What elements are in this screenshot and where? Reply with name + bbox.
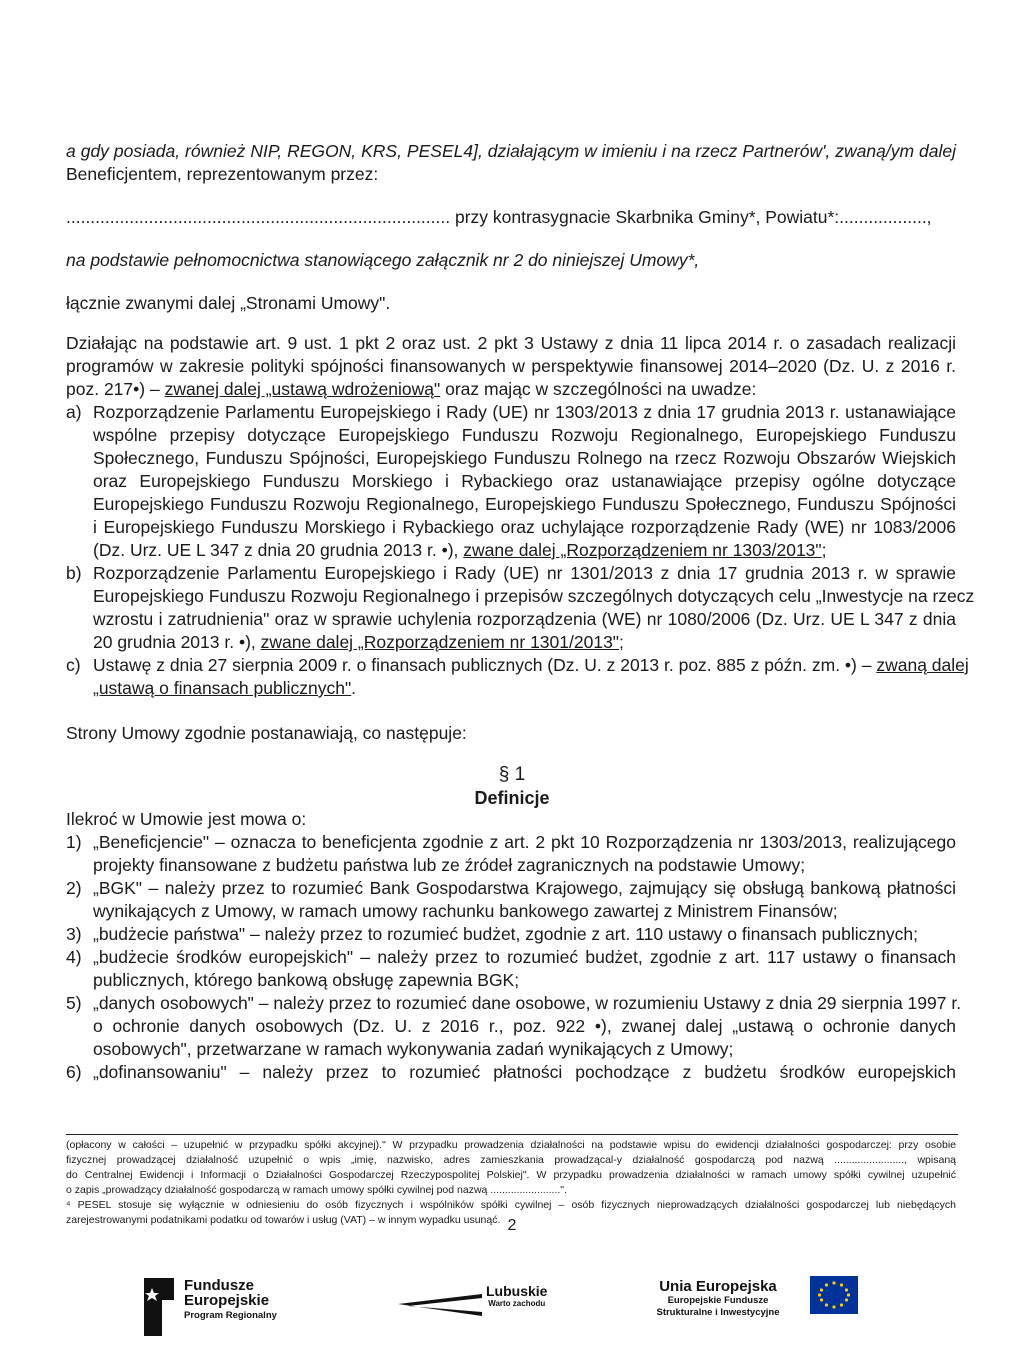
unia-europejska-logo-text: Unia Europejska Europejskie Fundusze Strukturalne i Inwestycyjne <box>656 1278 780 1318</box>
lubuskie-logo-icon <box>398 1290 482 1316</box>
list-c-line-1: Ustawę z dnia 27 sierpnia 2009 r. o finansach publicznych (Dz. U. z 2013 r. poz. 885 z późn. zm. •) – zwaną dalej <box>93 655 969 675</box>
fundusze-europejskie-logo-text: Fundusze Europejskie Program Regionalny <box>184 1277 277 1321</box>
definition-4-line-1: „budżecie środków europejskich" – należy przez to rozumieć budżet, zgodnie z art. 117 ustawy o finansach <box>93 947 956 967</box>
list-c-line-2: „ustawą o finansach publicznych". <box>93 678 357 698</box>
footnote-line-1: (opłacony w całości – uzupełnić w przypadku spółki akcyjnej)." W przypadku prowadzenia działalności na podstawie wpisu do ewidencji działalności gospodarczej: przy osobie <box>66 1139 956 1151</box>
definition-2-label: 2) <box>66 878 82 898</box>
eu-flag-icon <box>810 1276 858 1314</box>
definition-5-line-2: o ochronie danych osobowych (Dz. U. z 2016 r., poz. 922 •), zwanej dalej „ustawą o ochronie danych <box>93 1016 956 1036</box>
definition-2-line-1: „BGK" – należy przez to rozumieć Bank Gospodarstwa Krajowego, zajmujący się obsługą bankową płatności <box>93 878 956 898</box>
footnote-line-2: fizycznej prowadzącej działalność uzupełnić o wpis „imię, nazwisko, adres zamieszkania prowadzącal-y działalność gospodarczą pod nazwą ........................, wpisaną <box>66 1154 956 1166</box>
list-c-ref-2: „ustawą o finansach publicznych" <box>93 678 352 698</box>
footnote-line-4: o zapis „prowadzący działalność gospodarczą w ramach umowy spółki cywilnej pod nazwą ........................". <box>66 1184 567 1196</box>
list-a-label: a) <box>66 402 82 422</box>
definition-4-line-2: publicznych, którego bankową obsługę zapewnia BGK; <box>93 970 520 990</box>
footnote-line-5: ⁴ PESEL stosuje się wyłącznie w odniesieniu do osób fizycznych i wspólników spółki cywilnej – osób fizycznych nieprowadzących działalności gospodarczej lub niebędących <box>66 1199 956 1211</box>
list-a-line-5: Europejskiego Funduszu Rozwoju Regionalnego, Europejskiego Funduszu Społecznego, Funduszu Spójności <box>93 494 956 514</box>
logo-bar <box>0 1270 1024 1340</box>
list-c-ref-1: zwaną dalej <box>876 655 969 675</box>
list-b-line-1: Rozporządzenie Parlamentu Europejskiego i Rady (UE) nr 1301/2013 z dnia 17 grudnia 2013 r. w sprawie <box>93 563 956 583</box>
definition-3-line-1: „budżecie państwa" – należy przez to rozumieć budżet, zgodnie z art. 110 ustawy o finansach publicznych; <box>93 924 918 944</box>
footnote-line-3: do Centralnej Ewidencji i Informacji o Działalności Gospodarczej Rzeczypospolitej Polskiej". W przypadku prowadzenia działalności w ramach umowy spółki cywilnej uzupełnić <box>66 1169 956 1181</box>
section-number: § 1 <box>498 764 526 785</box>
fundusze-europejskie-logo-icon <box>142 1278 176 1336</box>
list-b-ref: zwane dalej „Rozporządzeniem nr 1301/2013" <box>260 632 620 652</box>
definitions-intro: Ilekroć w Umowie jest mowa o: <box>66 809 307 829</box>
basis-line-3: poz. 217•) – zwanej dalej „ustawą wdrożeniową" oraz mając w szczególności na uwadze: <box>66 379 757 399</box>
list-c-label: c) <box>66 655 81 675</box>
definition-5-line-1: „danych osobowych" – należy przez to rozumieć dane osobowe, w rozumieniu Ustawy z dnia 29 sierpnia 1997 r. <box>93 993 962 1013</box>
lubuskie-logo-text: Lubuskie Warto zachodu <box>486 1283 548 1308</box>
definition-1-line-1: „Beneficjencie" – oznacza to beneficjenta zgodnie z art. 2 pkt 10 Rozporządzenia nr 1303/2013, realizującego <box>93 832 956 852</box>
list-a-line-6: i Europejskiego Funduszu Morskiego i Rybackiego oraz uchylające rozporządzenie Rady (WE) nr 1083/2006 <box>93 517 956 537</box>
intro-line-3: ............................................................................... przy kontrasygnacie Skarbnika Gminy*, Powiatu*:.................., <box>66 207 932 227</box>
definition-5-label: 5) <box>66 993 82 1013</box>
list-a-line-7: (Dz. Urz. UE L 347 z dnia 20 grudnia 2013 r. •), zwane dalej „Rozporządzeniem nr 1303/2013"; <box>93 540 827 560</box>
definition-3-label: 3) <box>66 924 82 944</box>
basis-ref-wdrozeniowa: zwanej dalej „ustawą wdrożeniową" <box>164 379 441 399</box>
basis-line-1: Działając na podstawie art. 9 ust. 1 pkt 2 oraz ust. 2 pkt 3 Ustawy z dnia 11 lipca 2014 r. o zasadach realizacji <box>66 333 956 353</box>
list-a-line-3: Społecznego, Funduszu Spójności, Europejskiego Funduszu Rolnego na rzecz Rozwoju Obszarów Wiejskich <box>93 448 956 468</box>
section-title: Definicje <box>474 788 550 808</box>
list-a-line-4: oraz Europejskiego Funduszu Morskiego i Rybackiego oraz ustanawiające przepisy ogólne dotyczące <box>93 471 956 491</box>
list-b-line-3: wzrostu i zatrudnienia" oraz w sprawie uchylenia rozporządzenia (WE) nr 1080/2006 (Dz. Urz. UE L 347 z dnia <box>93 609 956 629</box>
list-a-line-1: Rozporządzenie Parlamentu Europejskiego i Rady (UE) nr 1303/2013 z dnia 17 grudnia 2013 r. ustanawiające <box>93 402 956 422</box>
definition-6-line-1: „dofinansowaniu" – należy przez to rozumieć płatności pochodzące z budżetu środków europejskich <box>93 1062 956 1082</box>
page-number: 2 <box>507 1217 517 1234</box>
definition-4-label: 4) <box>66 947 82 967</box>
intro-line-4: na podstawie pełnomocnictwa stanowiącego załącznik nr 2 do niniejszej Umowy*, <box>66 250 700 270</box>
definition-6-label: 6) <box>66 1062 82 1082</box>
list-b-line-4: 20 grudnia 2013 r. •), zwane dalej „Rozporządzeniem nr 1301/2013"; <box>93 632 624 652</box>
definition-1-line-2: projekty finansowane z budżetu państwa lub ze źródeł zagranicznych na podstawie Umowy; <box>93 855 806 875</box>
footnote-line-6: zarejestrowanymi podatnikami podatku od towarów i usług (VAT) – w innym wypadku usunąć. <box>66 1214 501 1226</box>
basis-line-2: programów w zakresie polityki spójności finansowanych w perspektywie finansowej 2014–2020 (Dz. U. z 2016 r. <box>66 356 956 376</box>
list-a-ref: zwane dalej „Rozporządzeniem nr 1303/2013" <box>463 540 822 560</box>
agreement-line: Strony Umowy zgodnie postanawiają, co następuje: <box>66 723 467 743</box>
intro-line-2: Beneficjentem, reprezentowanym przez: <box>66 164 379 184</box>
footnote-separator <box>66 1134 958 1135</box>
intro-line-5: łącznie zwanymi dalej „Stronami Umowy". <box>66 293 391 313</box>
list-b-label: b) <box>66 563 82 583</box>
definition-1-label: 1) <box>66 832 82 852</box>
list-a-line-2: wspólne przepisy dotyczące Europejskiego Funduszu Rozwoju Regionalnego, Europejskiego Funduszu <box>93 425 956 445</box>
definition-2-line-2: wynikających z Umowy, w ramach umowy rachunku bankowego zawartej z Ministrem Finansów; <box>93 901 838 921</box>
list-b-line-2: Europejskiego Funduszu Rozwoju Regionalnego i przepisów szczególnych dotyczących celu „Inwestycje na rzecz <box>93 586 975 606</box>
definition-5-line-3: osobowych", przetwarzane w ramach wykonywania zadań wynikających z Umowy; <box>93 1039 734 1059</box>
intro-line-1: a gdy posiada, również NIP, REGON, KRS, PESEL4], działającym w imieniu i na rzecz Partnerów', zwaną/ym dalej <box>66 141 956 161</box>
